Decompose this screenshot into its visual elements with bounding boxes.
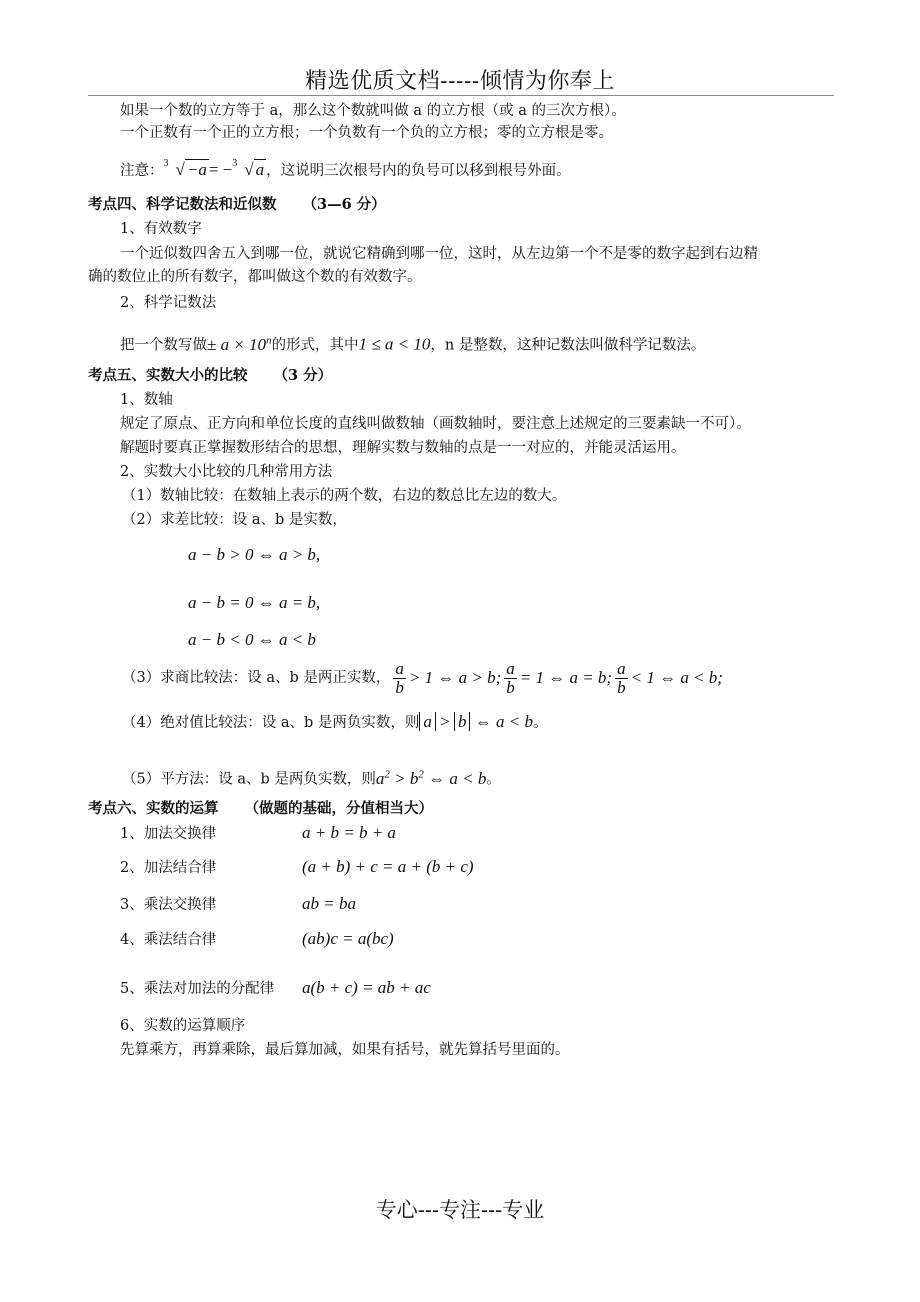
square-a: a (375, 768, 385, 788)
method-number-line: （1）数轴比较：在数轴上表示的两个数，右边的数总比左边的数大。 (122, 488, 567, 504)
operation-order-body: 先算乘方，再算乘除，最后算加减，如果有括号，就先算括号里面的。 (120, 1042, 570, 1058)
section6-note: （做题的基础，分值相当大） (244, 800, 433, 817)
square-mid: > b (394, 768, 419, 788)
absolute-a: a (419, 712, 436, 731)
section5-item1-title: 1、数轴 (120, 392, 173, 408)
square-end: 。 (486, 771, 501, 788)
page-header-title: 精选优质文档-----倾情为你奉上 (305, 69, 615, 94)
method-difference: （2）求差比较：设 a、b 是实数， (122, 512, 347, 528)
sci-suffix: ，n 是整数，这种记数法叫做科学记数法。 (430, 337, 706, 354)
fraction-denominator: b (395, 677, 404, 697)
cube-root-formula: 3 √ −a = − 3 √ a (164, 160, 267, 179)
method-absolute-value (122, 712, 547, 732)
radical-index: 3 (163, 158, 169, 169)
number-line-note: 解题时要真正掌握数形结合的思想，理解实数与数轴的点是一一对应的，并能灵活运用。 (120, 440, 686, 456)
absolute-end: 。 (532, 715, 548, 731)
section4-score: （3—6 分） (302, 196, 386, 213)
note-suffix: ，这说明三次根号内的负号可以移到根号外面。 (266, 163, 571, 179)
sci-mid: 的形式，其中 (271, 337, 359, 354)
cube-root-definition: 如果一个数的立方等于 a，那么这个数就叫做 a 的立方根（或 a 的三次方根）。 (120, 103, 626, 119)
fraction-numerator: a (395, 658, 404, 678)
note-prefix: 注意： (120, 163, 164, 179)
section6-item6-title: 6、实数的运算顺序 (120, 1018, 246, 1034)
absolute-formula (419, 712, 533, 731)
cube-root-note (120, 160, 571, 180)
section4-item1-body-line1: 一个近似数四舍五入到哪一位，就说它精确到哪一位，这时，从左边第一个不是零的数字起到右边精 (120, 246, 758, 262)
radicand-right: a (255, 160, 265, 179)
absolute-prefix: （4）绝对值比较法：设 a、b 是两负实数，则 (122, 715, 420, 731)
quotient-greater: > 1 ⇔ a > b; (408, 668, 502, 687)
law-commutative-add-label: 1、加法交换律 (120, 826, 217, 842)
law-associative-mul-label: 4、乘法结合律 (120, 932, 217, 948)
law-commutative-add-formula: a + b = b + a (302, 823, 396, 842)
difference-zero: a − b = 0 ⇔ a = b, (188, 593, 321, 612)
law-associative-add-label: 2、加法结合律 (120, 860, 217, 876)
section4-item1-title: 1、有效数字 (120, 221, 202, 237)
quotient-fraction-3 (615, 660, 628, 697)
section6-heading (88, 800, 433, 818)
difference-positive: a − b > 0 ⇔ a > b, (188, 545, 321, 564)
quotient-formulas (390, 660, 723, 697)
fraction-numerator: a (617, 658, 626, 678)
section5-heading (88, 367, 332, 385)
section4-heading (88, 196, 386, 214)
square-rest: ⇔ a < b (428, 768, 487, 788)
sci-formula (207, 335, 272, 354)
radical-index-right: 3 (232, 158, 238, 169)
page-footer-title: 专心---专注---专业 (375, 1198, 545, 1222)
absolute-rest: ⇔ a < b (474, 712, 533, 731)
sci-range: 1 ≤ a < 10 (358, 334, 431, 354)
law-commutative-mul-formula: ab = ba (302, 894, 356, 913)
number-line-definition: 规定了原点、正方向和单位长度的直线叫做数轴（画数轴时，要注意上述规定的三要素缺一不可）。 (120, 416, 751, 432)
radicand-left: −a (186, 160, 207, 179)
law-associative-add-formula: (a + b) + c = a + (b + c) (302, 857, 474, 876)
section6-heading-text: 考点六、实数的运算 (88, 800, 219, 817)
sci-formula-base: ± a × 10 (207, 334, 267, 354)
cube-root-rule: 一个正数有一个正的立方根；一个负数有一个负的立方根；零的立方根是零。 (120, 125, 613, 141)
square-prefix: （5）平方法：设 a、b 是两负实数，则 (122, 771, 376, 788)
square-formula (376, 769, 486, 788)
law-distributive-formula: a(b + c) = ab + ac (302, 978, 431, 997)
difference-negative: a − b < 0 ⇔ a < b (188, 630, 316, 649)
absolute-gt: > (440, 712, 450, 731)
quotient-less: < 1 ⇔ a < b; (630, 668, 723, 687)
quotient-equal: = 1 ⇔ a = b; (519, 668, 613, 687)
sci-prefix: 把一个数写做 (120, 337, 207, 354)
section5-score: （3 分） (273, 367, 333, 384)
quotient-fraction-1 (393, 660, 406, 697)
header-divider (88, 95, 834, 96)
quotient-prefix: （3）求商比较法：设 a、b 是两正实数， (122, 670, 391, 686)
fraction-denominator: b (617, 677, 626, 697)
absolute-b: b (454, 712, 471, 731)
method-quotient (122, 658, 723, 698)
fraction-numerator: a (506, 658, 515, 678)
section4-heading-text: 考点四、科学记数法和近似数 (88, 196, 277, 213)
square-exponent-a: 2 (384, 768, 390, 780)
section4-item2-title: 2、科学记数法 (120, 295, 217, 311)
section4-item1-body-line2: 确的数位止的所有数字，都叫做这个数的有效数字。 (88, 269, 422, 285)
section5-heading-text: 考点五、实数大小的比较 (88, 367, 248, 384)
quotient-fraction-2 (504, 660, 517, 697)
law-associative-mul-formula: (ab)c = a(bc) (302, 929, 394, 948)
law-commutative-mul-label: 3、乘法交换律 (120, 897, 217, 913)
formula-equals: = − (208, 160, 233, 179)
section5-item2-title: 2、实数大小比较的几种常用方法 (120, 464, 333, 480)
sci-formula-exponent: n (266, 334, 272, 346)
fraction-denominator: b (506, 677, 515, 697)
square-exponent-b: 2 (418, 768, 424, 780)
law-distributive-label: 5、乘法对加法的分配律 (120, 981, 275, 997)
scientific-notation-definition (120, 330, 705, 355)
method-square (122, 764, 501, 789)
